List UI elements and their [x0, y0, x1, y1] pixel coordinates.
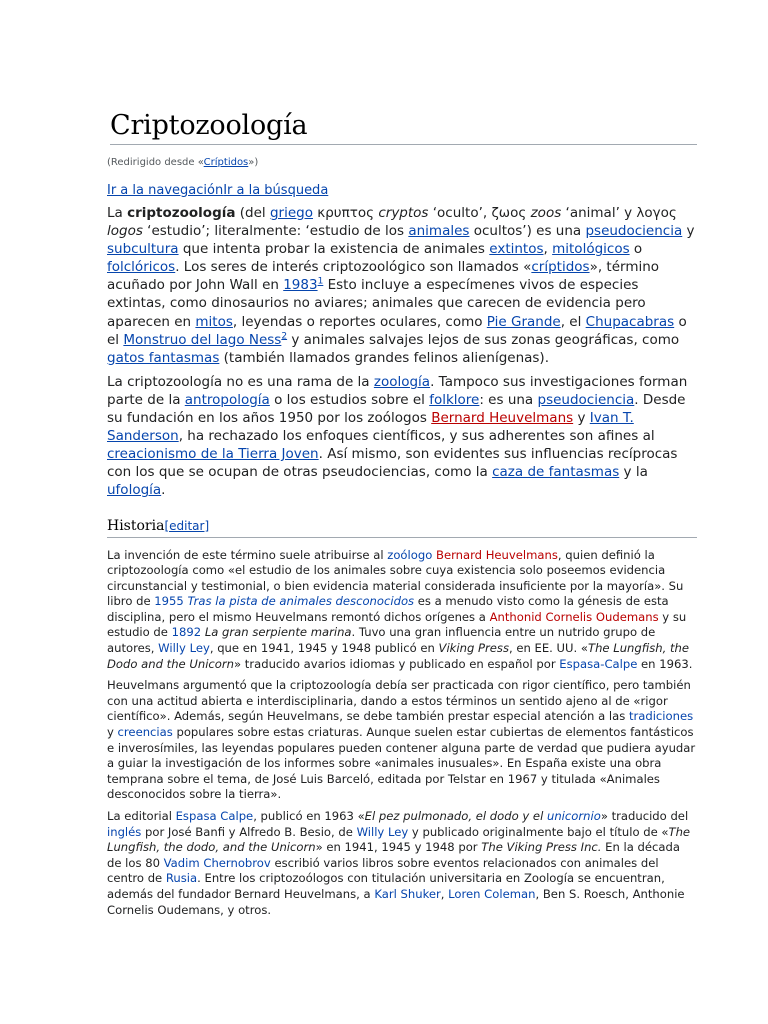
text: , quien definió la criptozoología como «el estudio de los animales sobre cuya existencia solo poseemos evidencia circunstancial y testimonial, o bien evidencia material considerada insuficiente por la mayoría». Su libro de: [107, 547, 684, 609]
text: , publicó en 1963 «: [253, 809, 365, 823]
text: y: [682, 223, 695, 240]
italic-title: The Viking Press Inc.: [481, 840, 602, 855]
link-mitos[interactable]: mitos: [195, 313, 233, 330]
text: κρυπτος: [312, 205, 379, 221]
text: .: [161, 482, 166, 499]
text: o: [629, 241, 643, 258]
historia-paragraph-2: [107, 678, 697, 803]
text: y su estudio de: [107, 609, 687, 640]
text: . Entre los criptozoólogos con titulación universitaria en Zoología se encuentran, además del fundador Bernard Heuvelmans, a: [107, 871, 665, 901]
text: ocultos’) es una: [469, 223, 586, 240]
text: ‘oculto’, ζωος: [428, 205, 531, 221]
redirect-notice: [107, 157, 697, 168]
historia-section: [107, 548, 697, 919]
article-term: criptozoología: [127, 205, 236, 221]
italic-term: logos: [107, 223, 143, 240]
text: » traducido del: [600, 809, 689, 823]
italic-title: El pez pulmonado, el dodo y el: [364, 809, 547, 823]
text: y: [107, 725, 118, 740]
text: , Ben S. Roesch, Anthonie Cornelis Oudemans, y otros.: [107, 886, 685, 917]
italic-term: cryptos: [378, 205, 429, 221]
italic-title: The Lungfish, the dodo, and the Unicorn: [107, 824, 691, 855]
text: » en 1941, 1945 y 1948 por: [315, 840, 482, 855]
link-1983[interactable]: 1983: [283, 277, 318, 294]
lead-paragraph-2: [107, 373, 697, 500]
text: . Desde su fundación en los años 1950 por los zoólogos: [107, 391, 686, 427]
text: . Así mismo, son evidentes sus influencias recíprocas con los que se ocupan de otras pseudociencias, como la: [107, 446, 678, 481]
link-zoologia[interactable]: zoología: [373, 373, 431, 390]
text: La invención de este término suele atribuirse al: [107, 547, 388, 562]
redirect-text-end: »): [248, 157, 259, 168]
text: . Tuvo una gran influencia entre un nutrido grupo de autores,: [107, 625, 656, 656]
text: por José Banfi y Alfredo B. Besio, de: [141, 824, 357, 839]
text: : es una: [479, 391, 538, 408]
link-loren-coleman[interactable]: Loren Coleman: [448, 886, 536, 901]
text: ,: [543, 241, 553, 258]
text: y la: [619, 464, 648, 481]
link-creencias[interactable]: creencias: [117, 725, 173, 740]
link-zoologo[interactable]: zoólogo: [387, 547, 433, 562]
text: ‘animal’ y λογος: [561, 205, 677, 221]
jump-to-search-link[interactable]: Ir a la búsqueda: [223, 183, 329, 198]
edit-section-link[interactable]: [editar]: [164, 518, 210, 533]
link-oudemans[interactable]: Anthonid Cornelis Oudemans: [489, 609, 659, 624]
link-folklore[interactable]: folklore: [429, 391, 480, 408]
text: (del: [235, 205, 270, 221]
italic-term: zoos: [530, 205, 562, 221]
historia-paragraph-1: [107, 548, 697, 673]
text: es a menudo visto como la génesis de esta disciplina, pero el mismo Heuvelmans remontó dichos orígenes a: [107, 594, 669, 624]
link-subcultura[interactable]: subcultura: [107, 241, 179, 258]
text: La editorial: [107, 809, 176, 823]
italic-title: Viking Press: [438, 641, 509, 656]
text: o los estudios sobre el: [269, 391, 430, 408]
text: En la década de los 80: [107, 840, 680, 870]
link-folcloricos[interactable]: folclóricos: [107, 259, 176, 276]
text: . Los seres de interés criptozoológico son llamados «: [175, 259, 532, 276]
link-pie-grande[interactable]: Pie Grande: [486, 313, 561, 330]
text: (también llamados grandes felinos alienígenas).: [219, 349, 549, 366]
text: , en EE. UU. «: [508, 641, 588, 656]
text: , leyendas o reportes oculares, como: [232, 313, 487, 330]
redirect-text: (Redirigido desde «: [107, 157, 204, 168]
lead-paragraph-1: [107, 204, 697, 367]
historia-paragraph-3: [107, 809, 697, 918]
section-title: Historia: [107, 517, 165, 534]
link-unicornio[interactable]: unicornio: [546, 809, 601, 823]
italic-title: La gran serpiente marina: [204, 625, 352, 640]
text: Esto incluye a especímenes vivos de especies extintas, como dinosaurios no aviares; animales que carecen de evidencia pero aparecen en: [107, 277, 646, 330]
text: que intenta probar la existencia de animales: [178, 241, 490, 258]
text: y: [573, 410, 590, 427]
link-karl-shuker[interactable]: Karl Shuker: [374, 886, 441, 901]
reference-1[interactable]: 1: [317, 276, 324, 287]
link-ingles[interactable]: inglés: [107, 824, 142, 839]
link-monstruo-lago-ness[interactable]: Monstruo del lago Ness: [123, 331, 282, 348]
link-bernard-heuvelmans[interactable]: Bernard Heuvelmans: [435, 547, 558, 562]
link-ufologia[interactable]: ufología: [107, 482, 162, 499]
text: , el: [560, 313, 586, 330]
text: ,: [440, 886, 449, 901]
lead-section: [107, 204, 697, 500]
text: en 1963.: [637, 656, 693, 671]
link-extintos[interactable]: extintos: [489, 241, 544, 258]
text: y animales salvajes lejos de sus zonas geográficas, como: [287, 331, 680, 348]
link-creacionismo[interactable]: creacionismo de la Tierra Joven: [107, 446, 319, 463]
link-1955[interactable]: 1955: [154, 594, 184, 609]
link-espasa-calpe[interactable]: Espasa Calpe: [175, 809, 254, 823]
link-animales[interactable]: animales: [408, 223, 470, 240]
link-caza-de-fantasmas[interactable]: caza de fantasmas: [492, 464, 620, 481]
link-espasa-calpe[interactable]: Espasa-Calpe: [559, 656, 638, 671]
link-1892[interactable]: 1892: [171, 625, 202, 640]
text: . Tampoco sus investigaciones forman parte de la: [107, 373, 688, 408]
text: La criptozoología no es una rama de la: [107, 373, 374, 390]
text: populares sobre estas criaturas. Aunque suelen estar cubiertas de elementos fantásticos e inverosímiles, las leyendas populares pueden contener alguna parte de verdad que pudiera ayudar a guiar la investigación de los informes sobre «animales inusuales». En España existe una obra temprana sobre el tema, de José Luis Barceló, editada por Telstar en 1967 y titulada «Animales desconocidos sobre la tierra».: [107, 725, 696, 802]
link-mitologicos[interactable]: mitológicos: [552, 241, 630, 258]
jump-to-navigation-link[interactable]: Ir a la navegación: [107, 183, 224, 198]
link-willy-ley[interactable]: Willy Ley: [158, 641, 210, 656]
link-tradiciones[interactable]: tradiciones: [628, 709, 694, 724]
article-content: [107, 110, 697, 924]
text: » traducido avarios idiomas y publicado en español por: [234, 656, 560, 671]
italic-title: The Lungfish, the Dodo and the Unicorn: [107, 641, 690, 671]
text: Heuvelmans argumentó que la criptozoología debía ser practicada con rigor científico, pero también con una actitud abierta e interdisciplinaria, dando a estos términos un sentido ajeno al de «rigor científico». Además, según Heuvelmans, se debe también prestar especial atención a las: [107, 678, 691, 724]
text: y publicado originalmente bajo el título de «: [408, 824, 669, 839]
text: ‘estudio’; literalmente: ‘estudio de los: [142, 223, 409, 240]
link-griego[interactable]: griego: [269, 205, 313, 221]
redirect-link[interactable]: Críptidos: [203, 157, 249, 168]
text: escribió varios libros sobre eventos relacionados con animales del centro de: [107, 855, 659, 886]
text: La: [107, 205, 128, 221]
text: o el: [107, 313, 687, 348]
reference-2[interactable]: 2: [281, 331, 288, 342]
page-title: Criptozoología: [110, 110, 697, 145]
text: , que en 1941, 1945 y 1948 publicó en: [209, 641, 439, 656]
link-gatos-fantasmas[interactable]: gatos fantasmas: [107, 349, 220, 366]
link-ivan-sanderson[interactable]: Ivan T. Sanderson: [107, 410, 634, 445]
link-criptidos[interactable]: críptidos: [531, 259, 590, 276]
link-antropologia[interactable]: antropología: [184, 391, 270, 408]
link-tras-la-pista[interactable]: Tras la pista de animales desconocidos: [187, 594, 415, 609]
link-pseudociencia[interactable]: pseudociencia: [537, 391, 635, 408]
link-vadim-chernobrov[interactable]: Vadim Chernobrov: [163, 855, 271, 870]
link-chupacabras[interactable]: Chupacabras: [585, 313, 675, 330]
section-heading-historia: [107, 518, 697, 538]
link-bernard-heuvelmans[interactable]: Bernard Heuvelmans: [431, 410, 574, 427]
link-pseudociencia[interactable]: pseudociencia: [585, 223, 683, 240]
link-rusia[interactable]: Rusia: [165, 871, 198, 886]
text: », término acuñado por John Wall en: [107, 259, 660, 294]
link-willy-ley[interactable]: Willy Ley: [356, 824, 409, 839]
jump-links: [107, 183, 697, 198]
text: , ha rechazado los enfoques científicos, y sus adherentes son afines al: [178, 428, 655, 445]
